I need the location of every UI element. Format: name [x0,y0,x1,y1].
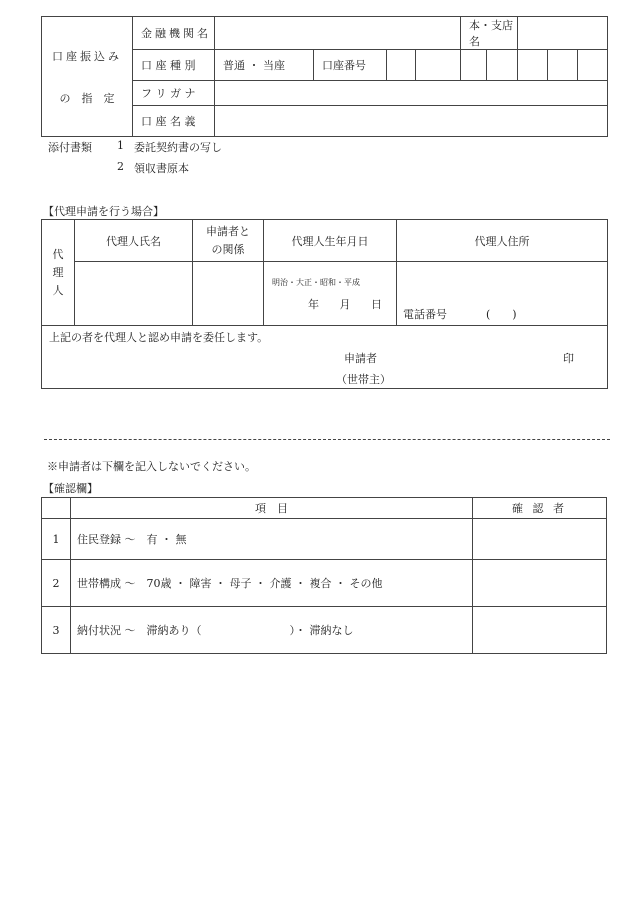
row-text: 納付状況 ～ 滞納あり（ ）・ 滞納なし [71,607,473,654]
agent-name-field[interactable] [75,262,193,326]
relation-line1: 申請者と [206,224,250,238]
agent-side-char: 人 [52,283,64,297]
agent-relation-field[interactable] [193,262,264,326]
agent-birth-header: 代理人生年月日 [264,220,397,262]
agent-relation-header [193,220,264,262]
birth-ymd: 年 月 日 [308,298,384,311]
phone-paren: ( ) [486,308,517,321]
delegation-text: 上記の者を代理人と認め申請を委任します。 [49,331,269,344]
bank-transfer-table [41,16,608,137]
confirmer-field[interactable] [473,519,607,560]
row-number: 2 [42,560,71,607]
account-number-digit[interactable] [487,50,518,81]
confirm-confirmer-header: 確 認 者 [473,498,607,519]
era-options: 明治・大正・昭和・平成 [272,278,360,287]
cut-line [44,439,610,440]
agent-address-header: 代理人住所 [397,220,608,262]
agent-birth-field[interactable] [264,262,397,326]
confirmer-field[interactable] [473,560,607,607]
row-number: 1 [42,519,71,560]
relation-line2: の関係 [211,242,245,256]
account-number-digit[interactable] [578,50,608,81]
delegation-box [42,326,608,389]
institution-label: 金融機関名 [133,17,215,50]
table-row [42,560,607,607]
confirm-item-header: 項 目 [71,498,473,519]
account-type-label: 口 座 種 別 [133,50,215,81]
transfer-section-label [42,17,133,137]
attachment-2-text: 領収書原本 [134,162,189,175]
applicant-label: 申請者 [344,352,377,365]
confirm-heading: 【確認欄】 [43,482,98,495]
account-name-label: 口 座 名 義 [133,106,215,137]
attachment-1-no: 1 [117,139,124,152]
confirm-no-header [42,498,71,519]
furigana-label: フ リ ガ ナ [133,81,215,106]
attachments-label: 添付書類 [48,141,92,154]
account-number-digit[interactable] [461,50,487,81]
branch-label: 本・支店名 [461,17,518,50]
seal-mark: 印 [563,352,574,365]
account-number-digit[interactable] [416,50,461,81]
transfer-label-line2: の 指 定 [59,91,115,105]
furigana-field[interactable] [215,81,608,106]
attachment-2-no: 2 [117,160,124,173]
agent-side-char: 代 [52,247,64,261]
agent-address-field[interactable] [397,262,608,326]
institution-field[interactable] [215,17,461,50]
confirm-note: ※申請者は下欄を記入しないでください。 [47,460,256,473]
account-number-digit[interactable] [387,50,416,81]
transfer-label-line1: 口座振込み [52,49,122,63]
agent-section-heading: 【代理申請を行う場合】 [43,205,164,218]
householder-label: （世帯主） [336,373,391,386]
phone-label: 電話番号 [403,308,447,321]
account-type-options[interactable]: 普通 ・ 当座 [215,50,314,81]
branch-field[interactable] [518,17,608,50]
table-row [42,519,607,560]
account-number-digit[interactable] [548,50,578,81]
account-number-label: 口座番号 [314,50,387,81]
row-text: 世帯構成 ～ 70歳 ・ 障害 ・ 母子 ・ 介護 ・ 複合 ・ その他 [71,560,473,607]
confirmer-field[interactable] [473,607,607,654]
agent-side-char: 理 [52,265,64,279]
row-number: 3 [42,607,71,654]
row-text: 住民登録 ～ 有 ・ 無 [71,519,473,560]
agent-table [41,219,608,389]
agent-name-header: 代理人氏名 [75,220,193,262]
confirm-table [41,497,607,654]
attachment-1-text: 委託契約書の写し [134,141,222,154]
table-row [42,607,607,654]
account-name-field[interactable] [215,106,608,137]
account-number-digit[interactable] [518,50,548,81]
agent-side-label [42,220,75,326]
